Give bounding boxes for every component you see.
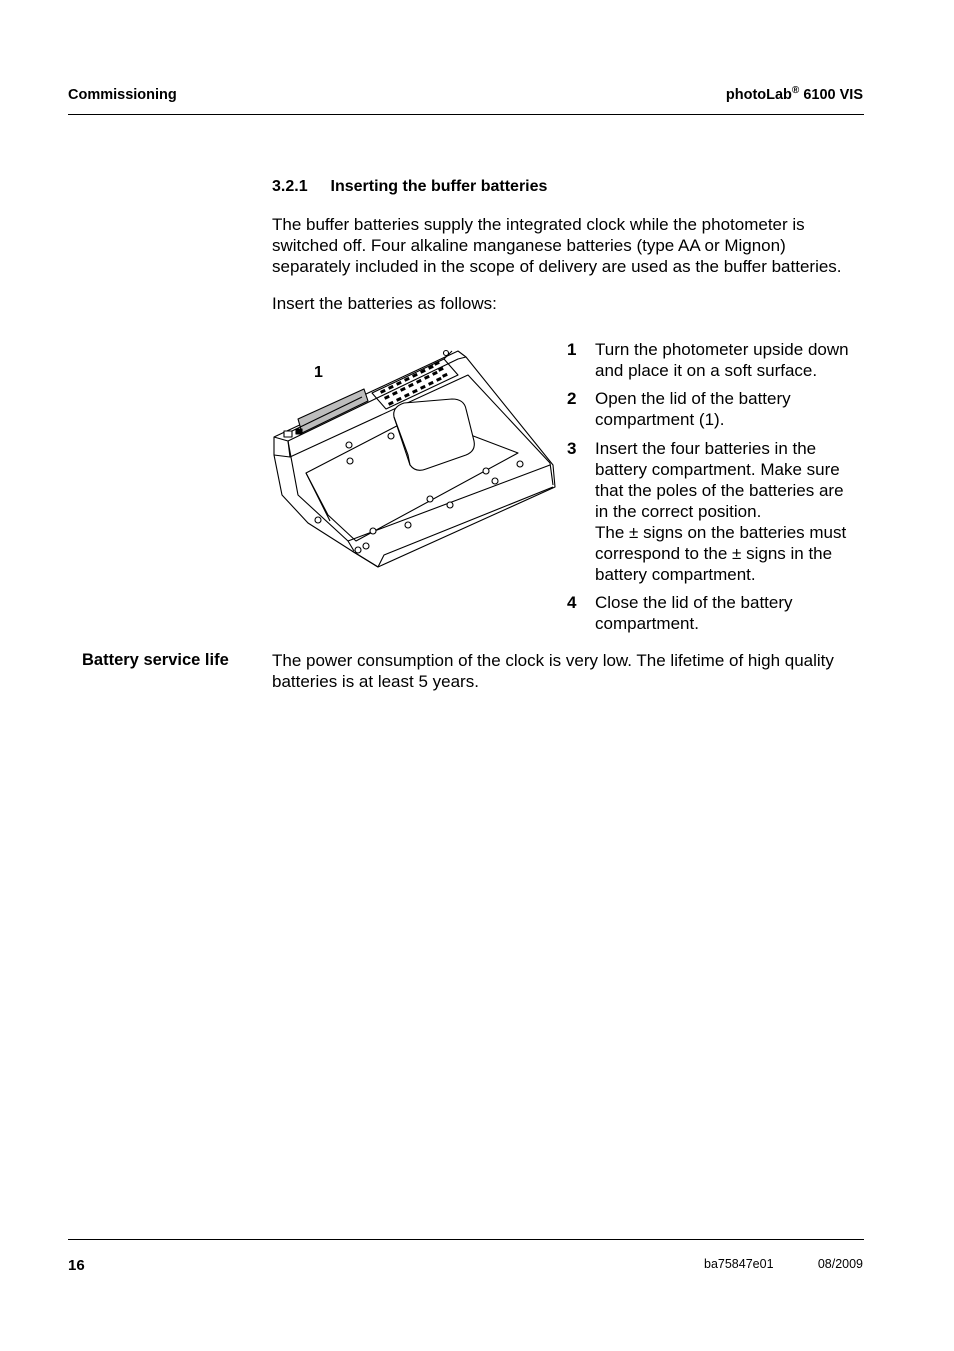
- intro-line: separately included in the scope of delivery are used as the buffer batteries.: [272, 257, 842, 276]
- section-title: Inserting the buffer batteries: [330, 178, 548, 195]
- registered-mark: ®: [791, 85, 800, 96]
- doc-date: 08/2009: [817, 1257, 863, 1271]
- section-number: 3.2.1: [272, 178, 308, 195]
- step-line: in the correct position.: [595, 502, 762, 521]
- photometer-underside-illustration: [268, 345, 562, 577]
- step-line: compartment (1).: [595, 410, 725, 429]
- header-product-model: 6100 VIS: [803, 87, 863, 103]
- service-life-label: Battery service life: [82, 651, 229, 669]
- step-line: and place it on a soft surface.: [595, 361, 818, 380]
- step-line: that the poles of the batteries are: [595, 481, 844, 500]
- doc-id: ba75847e01: [704, 1257, 774, 1271]
- step-line: compartment.: [595, 614, 699, 633]
- step-line: battery compartment. Make sure: [595, 460, 840, 479]
- step-4-number: 4: [567, 593, 577, 612]
- step-line: Close the lid of the battery: [595, 593, 793, 612]
- service-life-line: The power consumption of the clock is very low. The lifetime of high quality: [272, 651, 834, 670]
- header-product: [726, 87, 863, 103]
- step-line: Turn the photometer upside down: [595, 340, 849, 359]
- intro-line: The buffer batteries supply the integrated clock while the photometer is: [272, 215, 805, 234]
- step-line: Insert the four batteries in the: [595, 439, 817, 458]
- step-2-text: [595, 388, 865, 430]
- step-line: correspond to the ± signs in the: [595, 544, 833, 563]
- service-life-line: batteries is at least 5 years.: [272, 672, 479, 691]
- insert-instruction: Insert the batteries as follows:: [272, 294, 497, 313]
- figure-callout: 1: [314, 364, 323, 381]
- step-2-number: 2: [567, 389, 577, 408]
- intro-paragraph: [272, 214, 872, 277]
- header-product-name: photoLab: [725, 87, 792, 103]
- step-line: battery compartment.: [595, 565, 756, 584]
- step-3-text: [595, 438, 865, 585]
- header-section-title: Commissioning: [68, 87, 177, 103]
- section-heading: [272, 178, 547, 196]
- intro-line: switched off. Four alkaline manganese batteries (type AA or Mignon): [272, 236, 786, 255]
- step-3-number: 3: [567, 439, 577, 458]
- step-1-text: [595, 339, 865, 381]
- step-line: Open the lid of the battery: [595, 389, 791, 408]
- service-life-paragraph: [272, 650, 872, 692]
- step-1-number: 1: [567, 340, 577, 359]
- header-rule: [68, 114, 864, 115]
- step-line: The ± signs on the batteries must: [595, 523, 847, 542]
- step-4-text: [595, 592, 865, 634]
- footer-rule: [68, 1239, 864, 1240]
- page-number: 16: [68, 1257, 85, 1274]
